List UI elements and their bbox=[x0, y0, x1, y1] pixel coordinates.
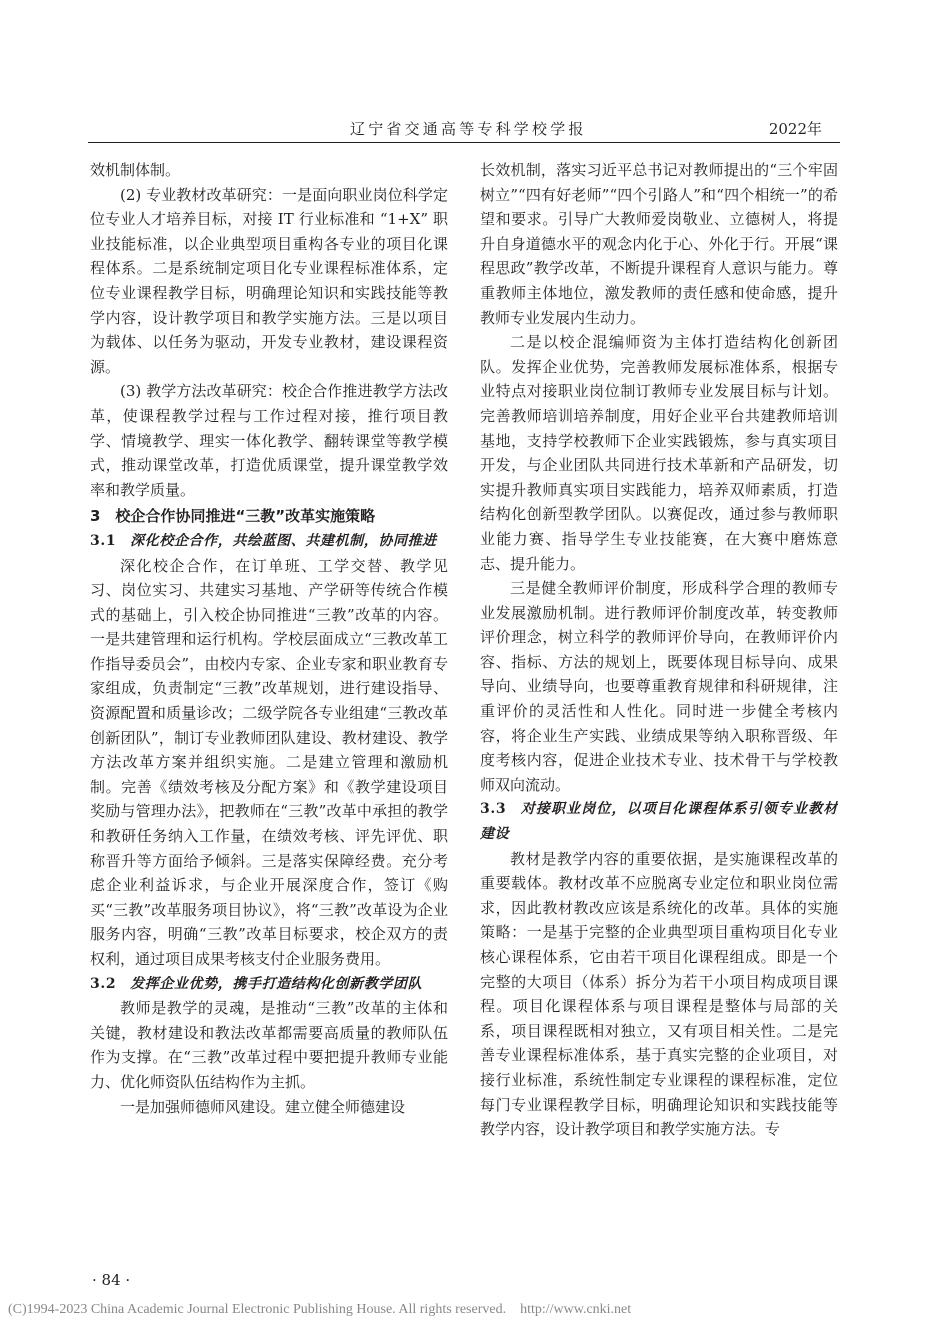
paragraph: 一是加强师德师风建设。建立健全师德建设 bbox=[120, 1097, 406, 1116]
paragraph: 效机制体制。 bbox=[90, 161, 181, 179]
paragraph: 三是健全教师评价制度，形成科学合理的教师专业发展激励机制。进行教师评价制度改革，转变教师评价理念，树立科学的教师评价导向，在教师评价内容、指标、方法的规划上，既要体现目标导向、成果导向、业绩导向，也要尊重教育规律和科研规律，注重评价的灵活性和人性化。同时进一步健全考核内容，将企业生产实践、业绩成果等纳入职称晋级、年度考核内容，促进企业技术专业、技术骨干与学校教师双向流动。 bbox=[480, 579, 838, 794]
right-column bbox=[480, 158, 838, 1258]
page-number: · 84 · bbox=[92, 1271, 131, 1289]
subsection-title: 对接职业岗位，以项目化课程体系引领专业教材建设 bbox=[480, 801, 838, 843]
paragraph: 教材是教学内容的重要依据，是实施课程改革的重要载体。教材改革不应脱离专业定位和职业岗位需求，因此教材教改应该是系统化的改革。具体的实施策略：一是基于完整的企业典型项目重构项目化专业核心课程体系，它由若干项目化课程组成。即是一个完整的大项目（体系）拆分为若干小项目构成项目课程。项目化课程体系与项目课程是整体与局部的关系，项目课程既相对独立，又有项目相关性。二是完善专业课程标准体系，基于真实完整的企业项目，对接行业标准，系统性制定专业课程的课程标准，定位每门专业课程教学目标，明确理论知识和实践技能等教学内容，设计教学项目和教学实施方法。专 bbox=[480, 849, 838, 1139]
journal-title: 辽宁省交通高等专科学校学报 bbox=[350, 120, 587, 138]
subsection-number: 3.3 bbox=[480, 801, 507, 818]
paragraph: 深化校企合作，在订单班、工学交替、教学见习、岗位实习、共建实习基地、产学研等传统合作模式的基础上，引入校企协同推进“三教”改革的内容。一是共建管理和运行机构。学校层面成立“三教改革工作指导委员会”，由校内专家、企业专家和职业教育专家组成，负责制定“三教”改革规划，进行建设指导、资源配置和质量诊改；二级学院各专业组建“三教改革创新团队”，制订专业教师团队建设、教材建设、教学方法改革方案并组织实施。二是建立管理和激励机制。完善《绩效考核及分配方案》和《教学建设项目奖励与管理办法》，把教师在“三教”改革中承担的教学和教研任务纳入工作量，在绩效考核、评先评优、职称晋升等方面给予倾斜。三是落实保障经费。充分考虑企业利益诉求，与企业开展深度合作，签订《购买“三教”改革服务项目协议》，将“三教”改革设为企业服务内容，明确“三教”改革目标要求，校企双方的责权利，通过项目成果考核支付企业服务费用。 bbox=[90, 556, 448, 968]
subsection-heading-3-3 bbox=[480, 797, 838, 846]
subsection-heading-3-1 bbox=[90, 529, 448, 554]
paragraph: 长效机制，落实习近平总书记对教师提出的“三个牢固树立”“四有好老师”“四个引路人”和“四个相统一”的希望和要求。引导广大教师爱岗敬业、立德树人，将提升自身道德水平的观念内化于心、外化于行。开展“课程思政”教学改革，不断提升课程育人意识与能力。尊重教师主体地位，激发教师的责任感和使命感，提升教师专业发展内生动力。 bbox=[480, 161, 838, 327]
section-heading-3: 3 校企合作协同推进“三教”改革实施策略 bbox=[90, 507, 376, 526]
subsection-heading-3-2 bbox=[90, 972, 448, 997]
running-header bbox=[88, 118, 840, 143]
subsection-number: 3.2 bbox=[90, 975, 117, 992]
left-column bbox=[90, 158, 448, 1258]
journal-year: 2022年 bbox=[768, 120, 822, 138]
copyright-footer: (C)1994-2023 China Academic Journal Electronic Publishing House. All rights reserved. http://www.cnki.net bbox=[8, 1302, 632, 1317]
subsection-number: 3.1 bbox=[90, 532, 117, 549]
paragraph: 教师是教学的灵魂，是推动“三教”改革的主体和关键，教材建设和教法改革都需要高质量的教师队伍作为支撑。在“三教”改革过程中要把提升教师专业能力、优化师资队伍结构作为主抓。 bbox=[90, 999, 448, 1091]
subsection-title: 发挥企业优势，携手打造结构化创新教学团队 bbox=[130, 975, 423, 992]
paragraph: (3) 教学方法改革研究：校企合作推进教学方法改革，使课程教学过程与工作过程对接，推行项目教学、情境教学、理实一体化教学、翻转课堂等教学模式，推动课堂改革，打造优质课堂，提升课堂教学效率和教学质量。 bbox=[90, 382, 448, 499]
paragraph: 二是以校企混编师资为主体打造结构化创新团队。发挥企业优势，完善教师发展标准体系，根据专业特点对接职业岗位制订教师专业发展目标与计划。完善教师培训培养制度，用好企业平台共建教师培训基地，支持学校教师下企业实践锻炼，参与真实项目开发，与企业团队共同进行技术革新和产品研发，切实提升教师真实项目实践能力，培养双师素质，打造结构化创新型教学团队。以赛促改，通过参与教师职业能力赛、指导学生专业技能赛，在大赛中磨炼意志、提升能力。 bbox=[480, 333, 838, 573]
subsection-title: 深化校企合作，共绘蓝图、共建机制，协同推进 bbox=[130, 532, 437, 549]
paragraph: (2) 专业教材改革研究：一是面向职业岗位科学定位专业人才培养目标，对接 IT 行业标准和 “1+X” 职业技能标准，以企业典型项目重构各专业的项目化课程体系。二是系统制定项目化专业课程标准体系，定位专业课程教学目标，明确理论知识和实践技能等教学内容，设计教学项目和教学实施方法。三是以项目为载体、以任务为驱动，开发专业教材，建设课程资源。 bbox=[90, 185, 448, 376]
